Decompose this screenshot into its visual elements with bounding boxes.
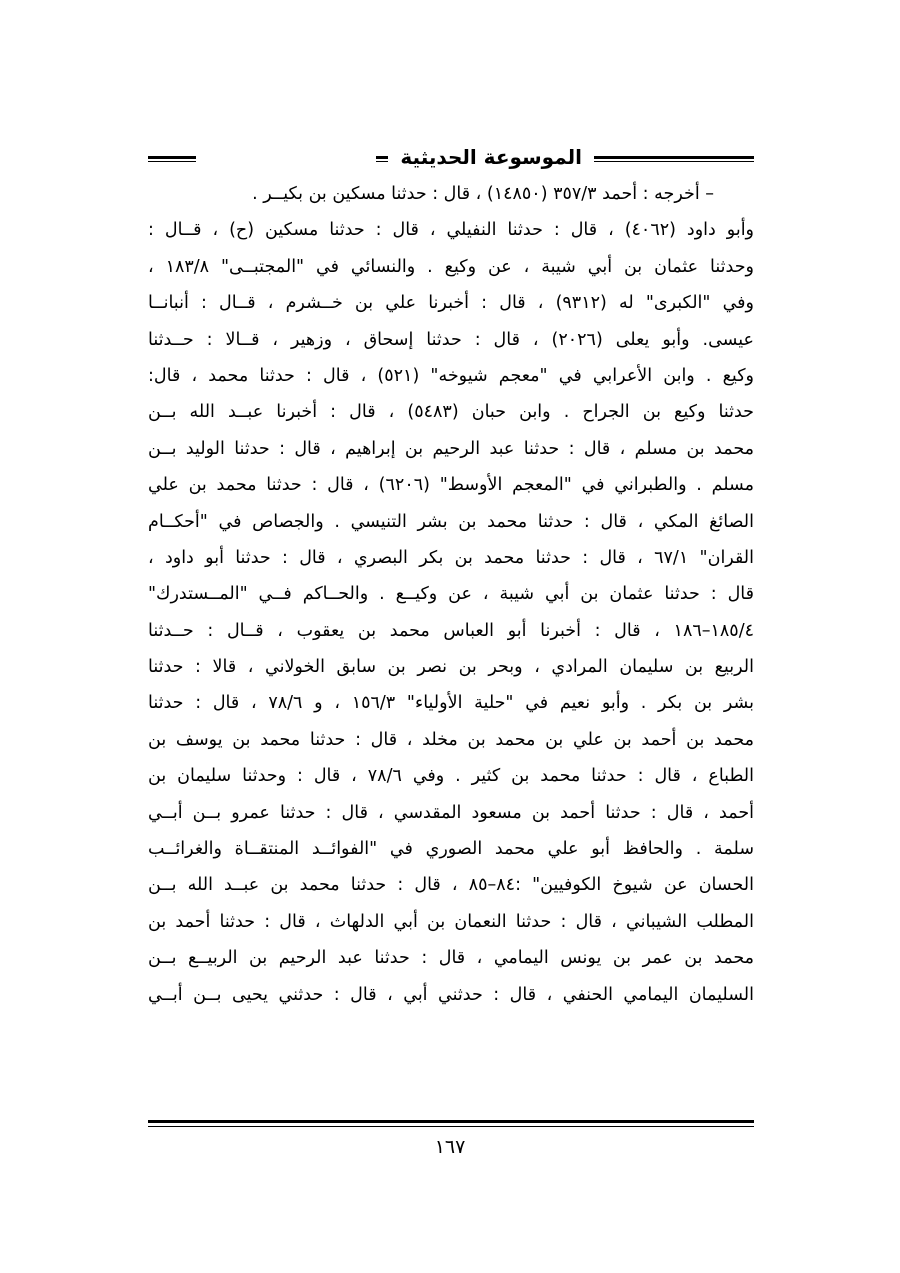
text-line: محمد بن مسلم ، قال : حدثنا عبد الرحيم بن إبراهيم ، قال : حدثنا الوليد بــن [148,438,754,459]
text-line: وحدثنا عثمان بن أبي شيبة ، عن وكيع . والنسائي في "المجتبــى" ١٨٣/٨ ، [148,256,754,277]
text-line: الحسان عن شيوخ الكوفيين" :٨٤–٨٥ ، قال : حدثنا محمد بن عبــد الله بــن [148,875,754,896]
text-line: الصائغ المكي ، قال : حدثنا محمد بن بشر التنيسي . والجصاص في "أحكــام [148,511,754,532]
text-line: السليمان اليمامي الحنفي ، قال : حدثني أبي ، قال : حدثني يحيى بــن أبــي [148,984,754,1005]
text-line: مسلم . والطبراني في "المعجم الأوسط" (٦٢٠٦) ، قال : حدثنا محمد بن علي [148,475,754,496]
text-line: أحمد ، قال : حدثنا أحمد بن مسعود المقدسي ، قال : حدثنا عمرو بــن أبــي [148,802,754,823]
text-line: وأبو داود (٤٠٦٢) ، قال : حدثنا النفيلي ، قال : حدثنا مسكين (ح) ، قــال : [148,220,754,241]
text-line: حدثنا وكيع بن الجراح . وابن حبان (٥٤٨٣) ، قال : أخبرنا عبــد الله بــن [148,402,754,423]
text-line: محمد بن أحمد بن علي بن محمد بن مخلد ، قال : حدثنا محمد بن يوسف بن [148,729,754,750]
text-line: قال : حدثنا عثمان بن أبي شيبة ، عن وكيــع . والحــاكم فــي "المــستدرك" [148,584,754,605]
text-line: وكيع . وابن الأعرابي في "معجم شيوخه" (٥٢١) ، قال : حدثنا محمد ، قال: [148,365,754,386]
text-line: محمد بن عمر بن يونس اليمامي ، قال : حدثنا عبد الرحيم بن الربيــع بــن [148,948,754,969]
text-line: بشر بن بكر . وأبو نعيم في "حلية الأولياء" ١٥٦/٣ ، و ٧٨/٦ ، قال : حدثنا [148,693,754,714]
text-line: – أخرجه : أحمد ٣٥٧/٣ (١٤٨٥٠) ، قال : حدثنا مسكين بن بكيــر . [252,184,714,204]
text-line: عيسى. وأبو يعلى (٢٠٢٦) ، قال : حدثنا إسحاق ، وزهير ، قــالا : حــدثنا [148,329,754,350]
text-line: القران" ٦٧/١ ، قال : حدثنا محمد بن بكر البصري ، قال : حدثنا أبو داود ، [148,547,754,568]
footer-rule [148,1120,754,1127]
header-rule-short [148,156,196,162]
page-number: ١٦٧ [434,1136,466,1158]
body-text [148,176,754,1013]
text-line: سلمة . والحافظ أبو علي محمد الصوري في "الفوائــد المنتقــاة والغرائــب [148,839,754,860]
text-line: وفي "الكبرى" له (٩٣١٢) ، قال : أخبرنا علي بن خــشرم ، قــال : أنبانــا [148,293,754,314]
header-title: الموسوعة الحديثية [388,142,594,172]
running-header [148,142,754,172]
text-line: الطباع ، قال : حدثنا محمد بن كثير . وفي ٧٨/٦ ، قال : وحدثنا سليمان بن [148,766,754,787]
text-line: ١٨٥/٤–١٨٦ ، قال : أخبرنا أبو العباس محمد بن يعقوب ، قــال : حــدثنا [148,620,754,641]
text-line: المطلب الشيباني ، قال : حدثنا النعمان بن أبي الدلهاث ، قال : حدثنا أحمد بن [148,911,754,932]
text-line: الربيع بن سليمان المرادي ، وبحر بن نصر بن سابق الخولاني ، قالا : حدثنا [148,657,754,678]
